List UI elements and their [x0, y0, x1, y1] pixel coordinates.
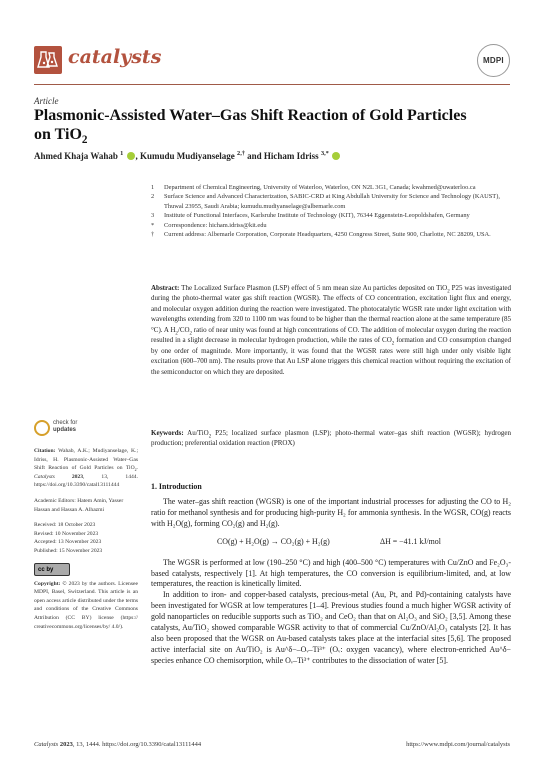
check-updates-icon	[34, 420, 50, 436]
subscript: 2	[175, 331, 178, 337]
subscript: 2	[447, 289, 450, 295]
author-1[interactable]: Ahmed Khaja Wahab	[34, 151, 118, 161]
check-for-updates-button[interactable]	[34, 420, 138, 442]
affiliation-item	[151, 192, 511, 211]
author-3-affil: 3,*	[320, 150, 329, 157]
abstract	[151, 283, 511, 377]
journal-name[interactable]: catalysts	[68, 46, 162, 68]
copyright-text: © 2023 by the authors. Licensee MDPI, Basel, Switzerland. This article is an open access article distributed under the terms and conditions of the Creative Commons Attribution (CC BY) license (https:// creativecommons.org/licenses/by/ 4.0/).	[34, 580, 138, 630]
subscript: 2	[208, 434, 212, 440]
author-1-affil: 1	[120, 150, 124, 157]
affiliation-symbol: †	[151, 231, 155, 239]
page-title	[34, 106, 510, 147]
affiliation-symbol: 3	[151, 212, 155, 220]
author-3[interactable]: and Hicham Idriss	[244, 151, 319, 161]
cc-license-badge[interactable]	[34, 563, 70, 576]
affiliation-item	[151, 230, 511, 239]
author-2-affil: 2,†	[237, 150, 245, 157]
citation-label: Citation:	[34, 448, 56, 454]
keywords	[151, 428, 511, 449]
affiliation-text: Institute of Functional Interfaces, Karlsruhe Institute of Technology (KIT), 76344 Eggenstein-Leopoldshafen, Germany	[164, 212, 470, 220]
subscript: 2	[134, 468, 137, 473]
footer-journal-link[interactable]: https://www.mdpi.com/journal/catalysts	[406, 741, 510, 748]
keywords-label: Keywords:	[151, 429, 184, 437]
footer-doi-link[interactable]: , 13, 1444. https://doi.org/10.3390/catal13111444	[72, 741, 202, 748]
equation-enthalpy: ΔH = −41.1 kJ/mol	[380, 536, 441, 546]
title-line-2: on TiO	[34, 126, 82, 143]
citation-year: 2023	[54, 473, 84, 480]
flask-icon	[37, 49, 59, 71]
accepted-date: Accepted: 13 November 2023	[34, 539, 102, 546]
check-line-1: check for	[53, 420, 78, 426]
article-type: Article	[34, 96, 59, 106]
footer-year: 2023	[58, 741, 73, 748]
copyright-label: Copyright:	[34, 580, 61, 587]
abstract-text: The Localized Surface Plasmon (LSP) effect of 5 nm mean size Au particles deposited on TiO	[179, 284, 448, 292]
keywords-text: Au/TiO	[183, 429, 209, 437]
orcid-icon[interactable]	[127, 152, 135, 160]
intro-paragraph-2: The WGSR is performed at low (190–250 °C) and high (400–500 °C) temperatures with Cu/ZnO and Fe₂O₃-based catalysts, respectively [1]. At high temperatures, the CO conversion is equilibrium-limited, and, at low temperatures, the reaction is kinetically limited.	[151, 557, 511, 589]
orcid-icon[interactable]	[332, 152, 340, 160]
affiliation-text: Surface Science and Advanced Characterization, SABIC-CRD at King Abdullah University for Science and Technology (KAUST), Thuwal 23955, Saudi Arabia; kumudu.mudiyanselage@albemarle.com	[164, 193, 500, 210]
page-footer	[34, 741, 510, 748]
citation	[34, 447, 138, 490]
academic-editors	[34, 497, 138, 514]
affiliation-item	[151, 211, 511, 220]
title-subscript: 2	[81, 134, 88, 147]
abstract-text: formation and CO consumption changed by one order of magnitude. More importantly, it was found that the WGSR rates were still high under only visible light excitation (600–700 nm). The results prove that Au LSP alone triggers this chemical reaction without requiring the excitation of the semiconductor on which they are deposited.	[151, 336, 511, 376]
citation-text: Wahab, A.K.; Mudiyanselage, K.; Idriss, H. Plasmonic-Assisted Water–Gas Shift Reaction of Gold Particles on TiO	[34, 448, 138, 472]
abstract-text: /CO	[177, 325, 190, 334]
editors-text: Hatem Amin, Yasser Hassan and Hassan A. Alhazmi	[34, 497, 124, 513]
affiliation-item	[151, 183, 511, 192]
copyright	[34, 580, 138, 632]
citation-journal: . Catalysts	[34, 465, 138, 480]
subscript: 2	[391, 341, 395, 347]
abstract-text: P25 was investigated during the photo-thermal water gas shift reaction (WGSR). The effects of CO concentration, excitation light flux and energy, and molecular oxygen addition during the reaction were investigated. The photocatalytic WGSR rate under light excitation with wavelengths extending from 320 to 1100 nm was found to be higher than the thermal reaction alone at the same temperature (85 °C). A H	[151, 284, 511, 334]
section-heading: 1. Introduction	[151, 482, 202, 491]
abstract-text: ratio of near unity was found at high concentrations of CO. The addition of molecular oxygen during the reaction resulted in a slight decrease in molecular hydrogen production, while the rates of CO	[151, 325, 511, 345]
abstract-label: Abstract:	[151, 284, 180, 292]
revised-date: Revised: 10 November 2023	[34, 530, 99, 537]
citation-doi-link[interactable]: , 13, 1444. https://doi.org/10.3390/catal13111444	[34, 473, 138, 489]
check-updates-label	[53, 420, 77, 434]
received-date: Received: 18 October 2023	[34, 522, 96, 529]
introduction-section	[151, 482, 511, 667]
correspondence-email[interactable]: Correspondence: hicham.idriss@kit.edu	[164, 221, 267, 229]
affiliation-item	[151, 221, 511, 230]
affiliation-text: Department of Chemical Engineering, University of Waterloo, Waterloo, ON N2L 3G1, Canada; kwahmed@uwaterloo.ca	[164, 184, 476, 191]
cc-badge-text: cc by	[38, 566, 54, 573]
journal-header	[34, 44, 510, 84]
dates	[34, 521, 138, 555]
journal-logo	[34, 46, 62, 74]
affiliations	[151, 183, 511, 239]
sidebar	[34, 420, 138, 638]
author-list	[34, 151, 341, 161]
header-divider	[34, 84, 510, 85]
affiliation-symbol: 2	[151, 193, 155, 201]
affiliation-text: Current address: Albemarle Corporation, Corporate Headquarters, 4250 Congress Street, Suite 900, Charlotte, NC 28209, USA.	[164, 231, 491, 239]
check-line-2: updates	[53, 427, 77, 433]
publisher-name: MDPI	[483, 56, 504, 65]
author-2[interactable]: , Kumudu Mudiyanselage	[135, 151, 235, 161]
mdpi-logo[interactable]	[477, 44, 510, 77]
intro-paragraph-1: The water–gas shift reaction (WGSR) is one of the important industrial processes for adjusting the CO to H₂ ratio for methanol synthesis and for producing high-purity H₂ for ammonia synthesis. In the WGSR, CO(g) reacts with H₂O(g), forming CO₂(g) and H₂(g).	[151, 496, 511, 528]
subscript: 2	[189, 331, 192, 337]
equation	[151, 534, 511, 552]
intro-paragraph-3: In addition to iron- and copper-based catalysts, precious-metal (Au, Pt, and Pd)-containing catalysts have been investigated for WGSR at low temperatures [1–4]. Previous studies found a much higher WGSR activity of gold nanoparticles on reducible supports such as TiO₂ and CeO₂ than that on Al₂O₃ and SiO₂ [3,5]. Among these catalysts, Au/TiO₂ showed comparable WGSR activity to that of commercial Cu/ZnO/Al₂O₃ catalysts [2]. It has also been proposed that the WGSR on Au-based catalysts takes place at the interfacial sites [5,6]. The proposed active interfacial site on Au/TiO₂ is Au^δ−–Oᵥ–Ti³⁺ (Oᵥ: oxygen vacancy), where electron-enriched Au^δ− species enhance CO chemisorption, while Oᵥ–Ti³⁺ contributes to the dissociation of water [5].	[151, 590, 511, 665]
published-date: Published: 15 November 2023	[34, 547, 103, 554]
title-line-1: Plasmonic-Assisted Water–Gas Shift Reaction of Gold Particles	[34, 107, 467, 124]
affiliation-symbol: *	[151, 221, 155, 229]
editors-label: Academic Editors:	[34, 497, 76, 504]
affiliation-symbol: 1	[151, 184, 155, 191]
keywords-text: P25; localized surface plasmon (LSP); photo-thermal water–gas shift reaction (WGSR); hydrogen production; preferential oxidation reaction (PROX)	[151, 429, 511, 448]
equation-reaction: CO(g) + H₂O(g) → CO₂(g) + H₂(g)	[217, 536, 330, 546]
footer-journal: Catalysts	[34, 741, 59, 748]
